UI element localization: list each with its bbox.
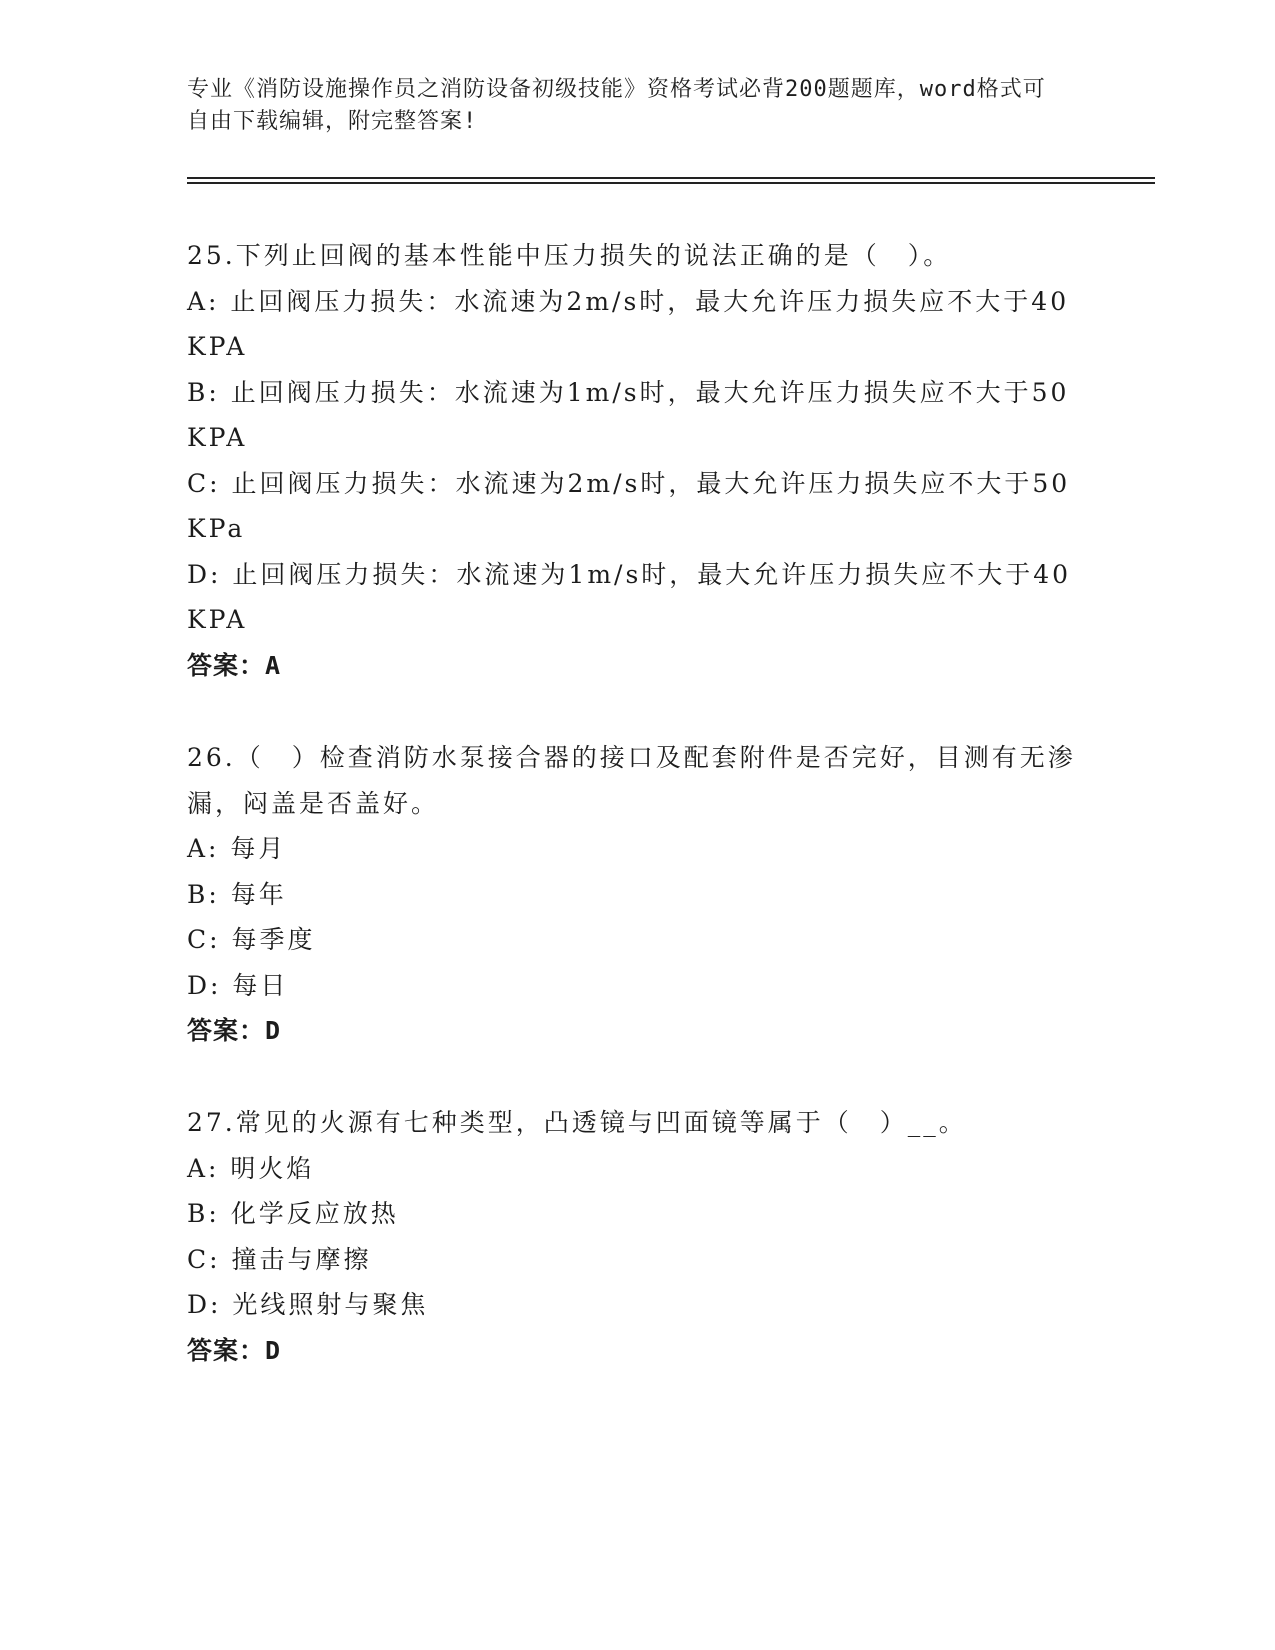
answer: 答案：D — [187, 1016, 282, 1045]
option-d: D: 止回阀压力损失：水流速为1m/s时，最大允许压力损失应不大于40KPA — [187, 559, 1072, 634]
option-b: B: 化学反应放热 — [187, 1199, 399, 1228]
option-d: D: 每日 — [187, 970, 289, 1000]
question-stem: 27.常见的火源有七种类型，凸透镜与凹面镜等属于（ ）__。 — [187, 1108, 967, 1137]
option-a: A: 明火焰 — [187, 1153, 315, 1183]
header-divider-bottom — [187, 182, 1155, 184]
option-c: C: 撞击与摩擦 — [187, 1244, 372, 1274]
question-stem: 26.（ ）检查消防水泵接合器的接口及配套附件是否完好，目测有无渗漏，闷盖是否盖好。 — [187, 743, 1076, 818]
option-b: B: 每年 — [187, 879, 287, 909]
header-divider-top — [187, 177, 1155, 179]
question-stem: 25.下列止回阀的基本性能中压力损失的说法正确的是（ ）。 — [187, 241, 952, 270]
option-c: C: 每季度 — [187, 925, 316, 954]
option-a: A: 每月 — [187, 834, 287, 863]
option-b: B: 止回阀压力损失：水流速为1m/s时，最大允许压力损失应不大于50KPA — [187, 377, 1070, 452]
question-27 — [187, 1100, 1087, 1373]
question-25 — [187, 233, 1087, 688]
question-26 — [187, 735, 1087, 1054]
document-header: 专业《消防设施操作员之消防设备初级技能》资格考试必背200题题库，word格式可自由下载编辑，附完整答案! — [187, 77, 1046, 134]
option-c: C: 止回阀压力损失：水流速为2m/s时，最大允许压力损失应不大于50KPa — [187, 468, 1071, 543]
option-d: D: 光线照射与聚焦 — [187, 1290, 429, 1319]
option-a: A: 止回阀压力损失：水流速为2m/s时，最大允许压力损失应不大于40KPA — [187, 286, 1070, 361]
answer: 答案：D — [187, 1335, 282, 1365]
answer: 答案：A — [187, 650, 282, 680]
